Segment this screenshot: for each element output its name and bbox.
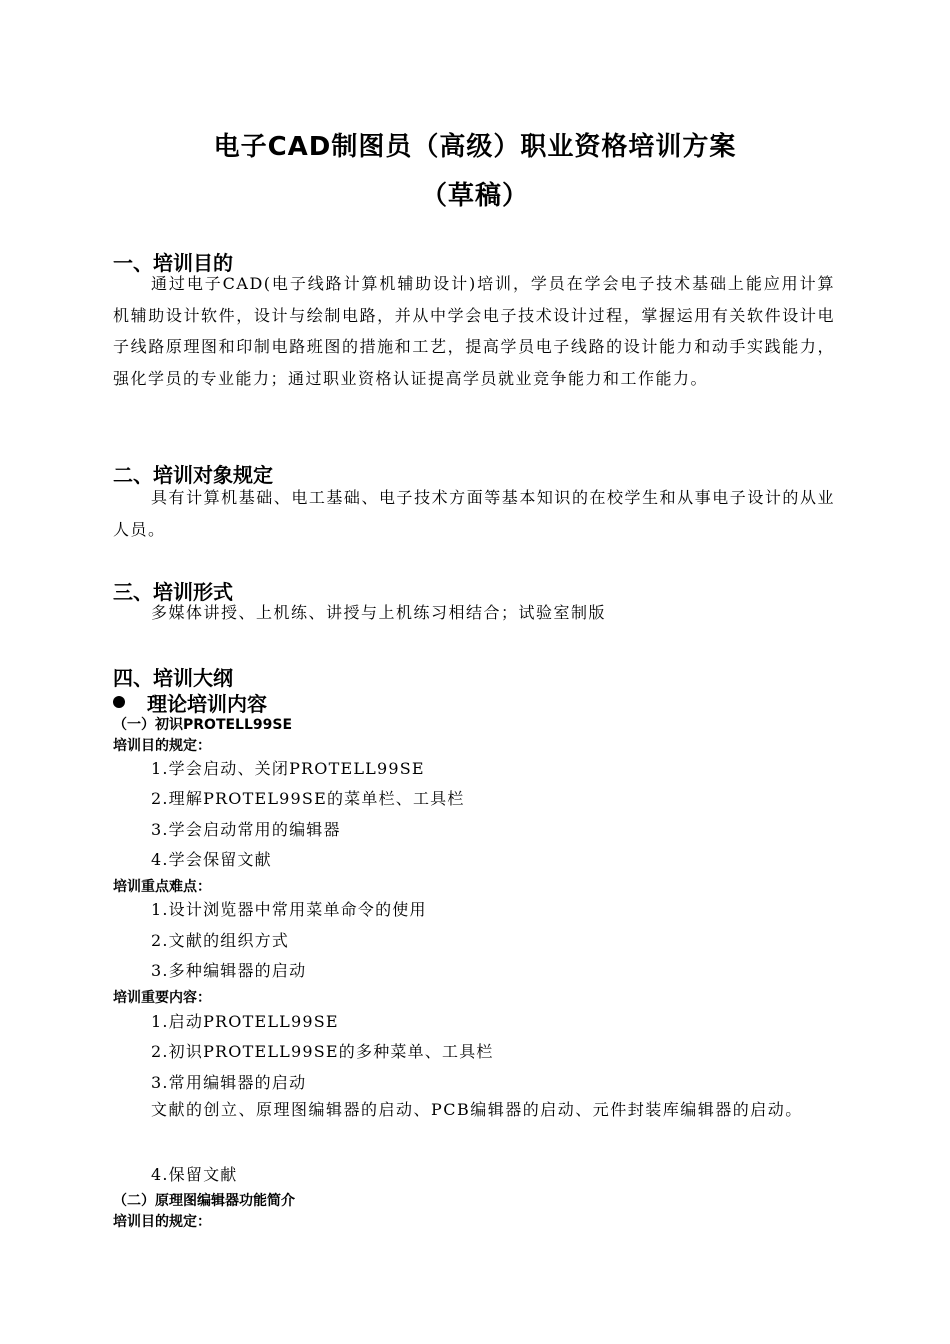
difficulties-label: 培训重点难点： [113,879,211,895]
section-heading-outline: 四、培训大纲 [113,666,233,690]
list-item: 3.学会启动常用的编辑器 [151,820,341,839]
bullet-theory-content [113,688,267,717]
section-body-purpose: 通过电子CAD(电子线路计算机辅助设计)培训，学员在学会电子技术基础上能应用计算机辅助设计软件，设计与绘制电路，并从中学会电子技术设计过程，掌握运用有关软件设计电子线路原理图和印制电路班图的措施和工艺，提高学员电子线路的设计能力和动手实践能力，强化学员的专业能力；通过职业资格认证提高学员就业竞争能力和工作能力。 [113,274,835,388]
unit-heading: （二）原理图编辑器功能简介 [113,1193,295,1209]
goals-label: 培训目的规定： [113,738,211,754]
section-heading-purpose: 一、培训目的 [113,251,233,275]
list-item: 3.常用编辑器的启动 [151,1073,307,1092]
section-heading-audience: 二、培训对象规定 [113,463,273,487]
list-item: 1.学会启动、关闭PROTELL99SE [151,759,425,778]
list-item: 1.启动PROTELL99SE [151,1012,339,1031]
document-subtitle: （草稿） [420,181,529,211]
list-item: 2.文献的组织方式 [151,931,290,950]
contents-label: 培训重要内容： [113,990,211,1006]
list-item: 2.初识PROTELL99SE的多种菜单、工具栏 [151,1042,494,1061]
section-body-audience: 具有计算机基础、电工基础、电子技术方面等基本知识的在校学生和从事电子设计的从业人员。 [113,488,835,539]
list-item: 3.多种编辑器的启动 [151,961,307,980]
section-body-format: 多媒体讲授、上机练、讲授与上机练习相结合；试验室制版 [151,603,607,622]
list-item: 1.设计浏览器中常用菜单命令的使用 [151,900,427,919]
section-heading-format: 三、培训形式 [113,580,233,604]
goals-label: 培训目的规定： [113,1214,211,1230]
list-item: 2.理解PROTEL99SE的菜单栏、工具栏 [151,789,465,808]
list-item: 4.保留文献 [151,1165,238,1184]
contents-note: 文献的创立、原理图编辑器的启动、PCB编辑器的启动、元件封装库编辑器的启动。 [151,1100,803,1119]
bullet-dot-icon [113,696,125,708]
list-item: 4.学会保留文献 [151,850,272,869]
bullet-label: 理论培训内容 [147,692,267,716]
document-title: 电子CAD制图员（高级）职业资格培训方案 [213,132,737,162]
unit-heading: （一）初识PROTELL99SE [113,717,293,733]
